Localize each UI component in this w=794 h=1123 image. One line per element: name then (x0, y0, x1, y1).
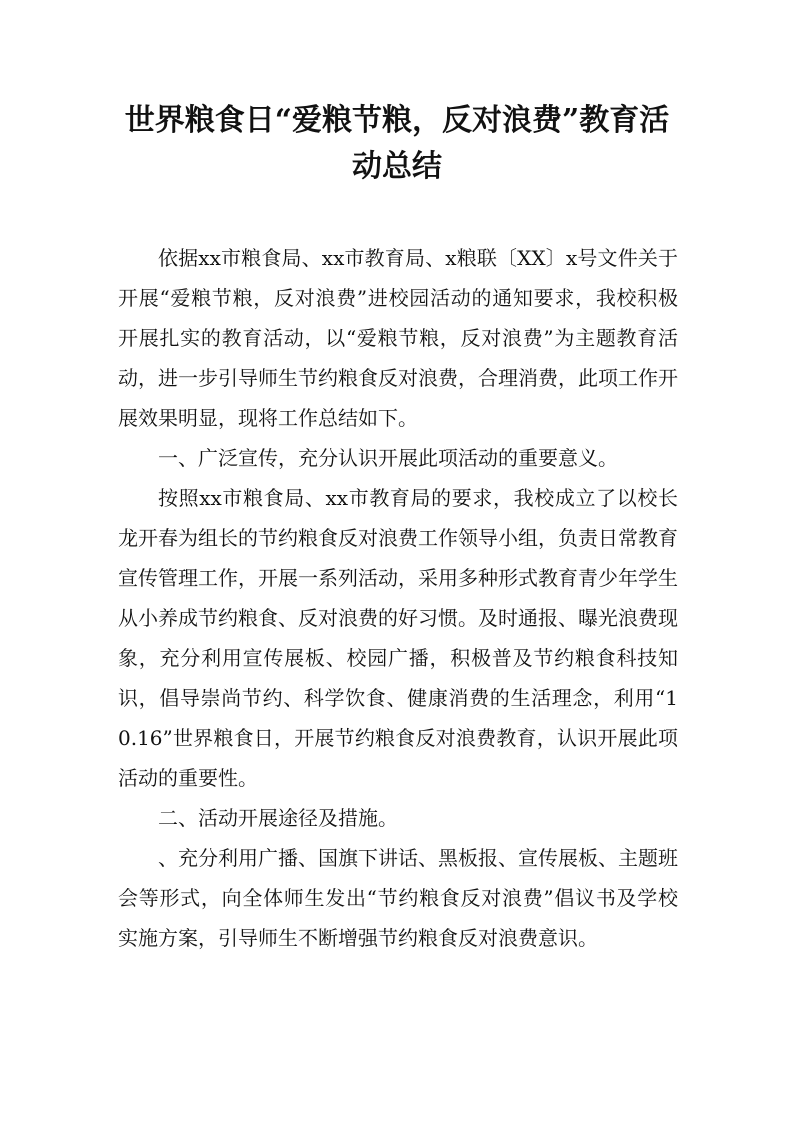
section-1-paragraph: 按照xx市粮食局、xx市教育局的要求，我校成立了以校长龙开春为组长的节约粮食反对浪费工作领导小组，负责日常教育宣传管理工作，开展一系列活动，采用多种形式教育青少年学生从小养成节约粮食、反对浪费的好习惯。及时通报、曝光浪费现象，充分利用宣传展板、校园广播，积极普及节约粮食科技知识，倡导崇尚节约、科学饮食、健康消费的生活理念，利用“10.16”世界粮食日，开展节约粮食反对浪费教育，认识开展此项活动的重要性。 (118, 486, 678, 790)
section-heading-1: 一、广泛宣传，充分认识开展此项活动的重要意义。 (158, 446, 618, 470)
section-2-paragraph: 、充分利用广播、国旗下讲话、黑板报、宣传展板、主题班会等形式，向全体师生发出“节约粮食反对浪费”倡议书及学校实施方案，引导师生不断增强节约粮食反对浪费意识。 (118, 846, 678, 950)
document-title: 世界粮食日“爱粮节粮，反对浪费”教育活动总结 (124, 103, 670, 184)
intro-paragraph: 依据xx市粮食局、xx市教育局、x粮联〔XX〕x号文件关于开展“爱粮节粮，反对浪费”进校园活动的通知要求，我校积极开展扎实的教育活动，以“爱粮节粮，反对浪费”为主题教育活动，进一步引导师生节约粮食反对浪费，合理消费，此项工作开展效果明显，现将工作总结如下。 (118, 246, 678, 430)
section-heading-2: 二、活动开展途径及措施。 (158, 806, 398, 830)
document-body (118, 238, 678, 958)
